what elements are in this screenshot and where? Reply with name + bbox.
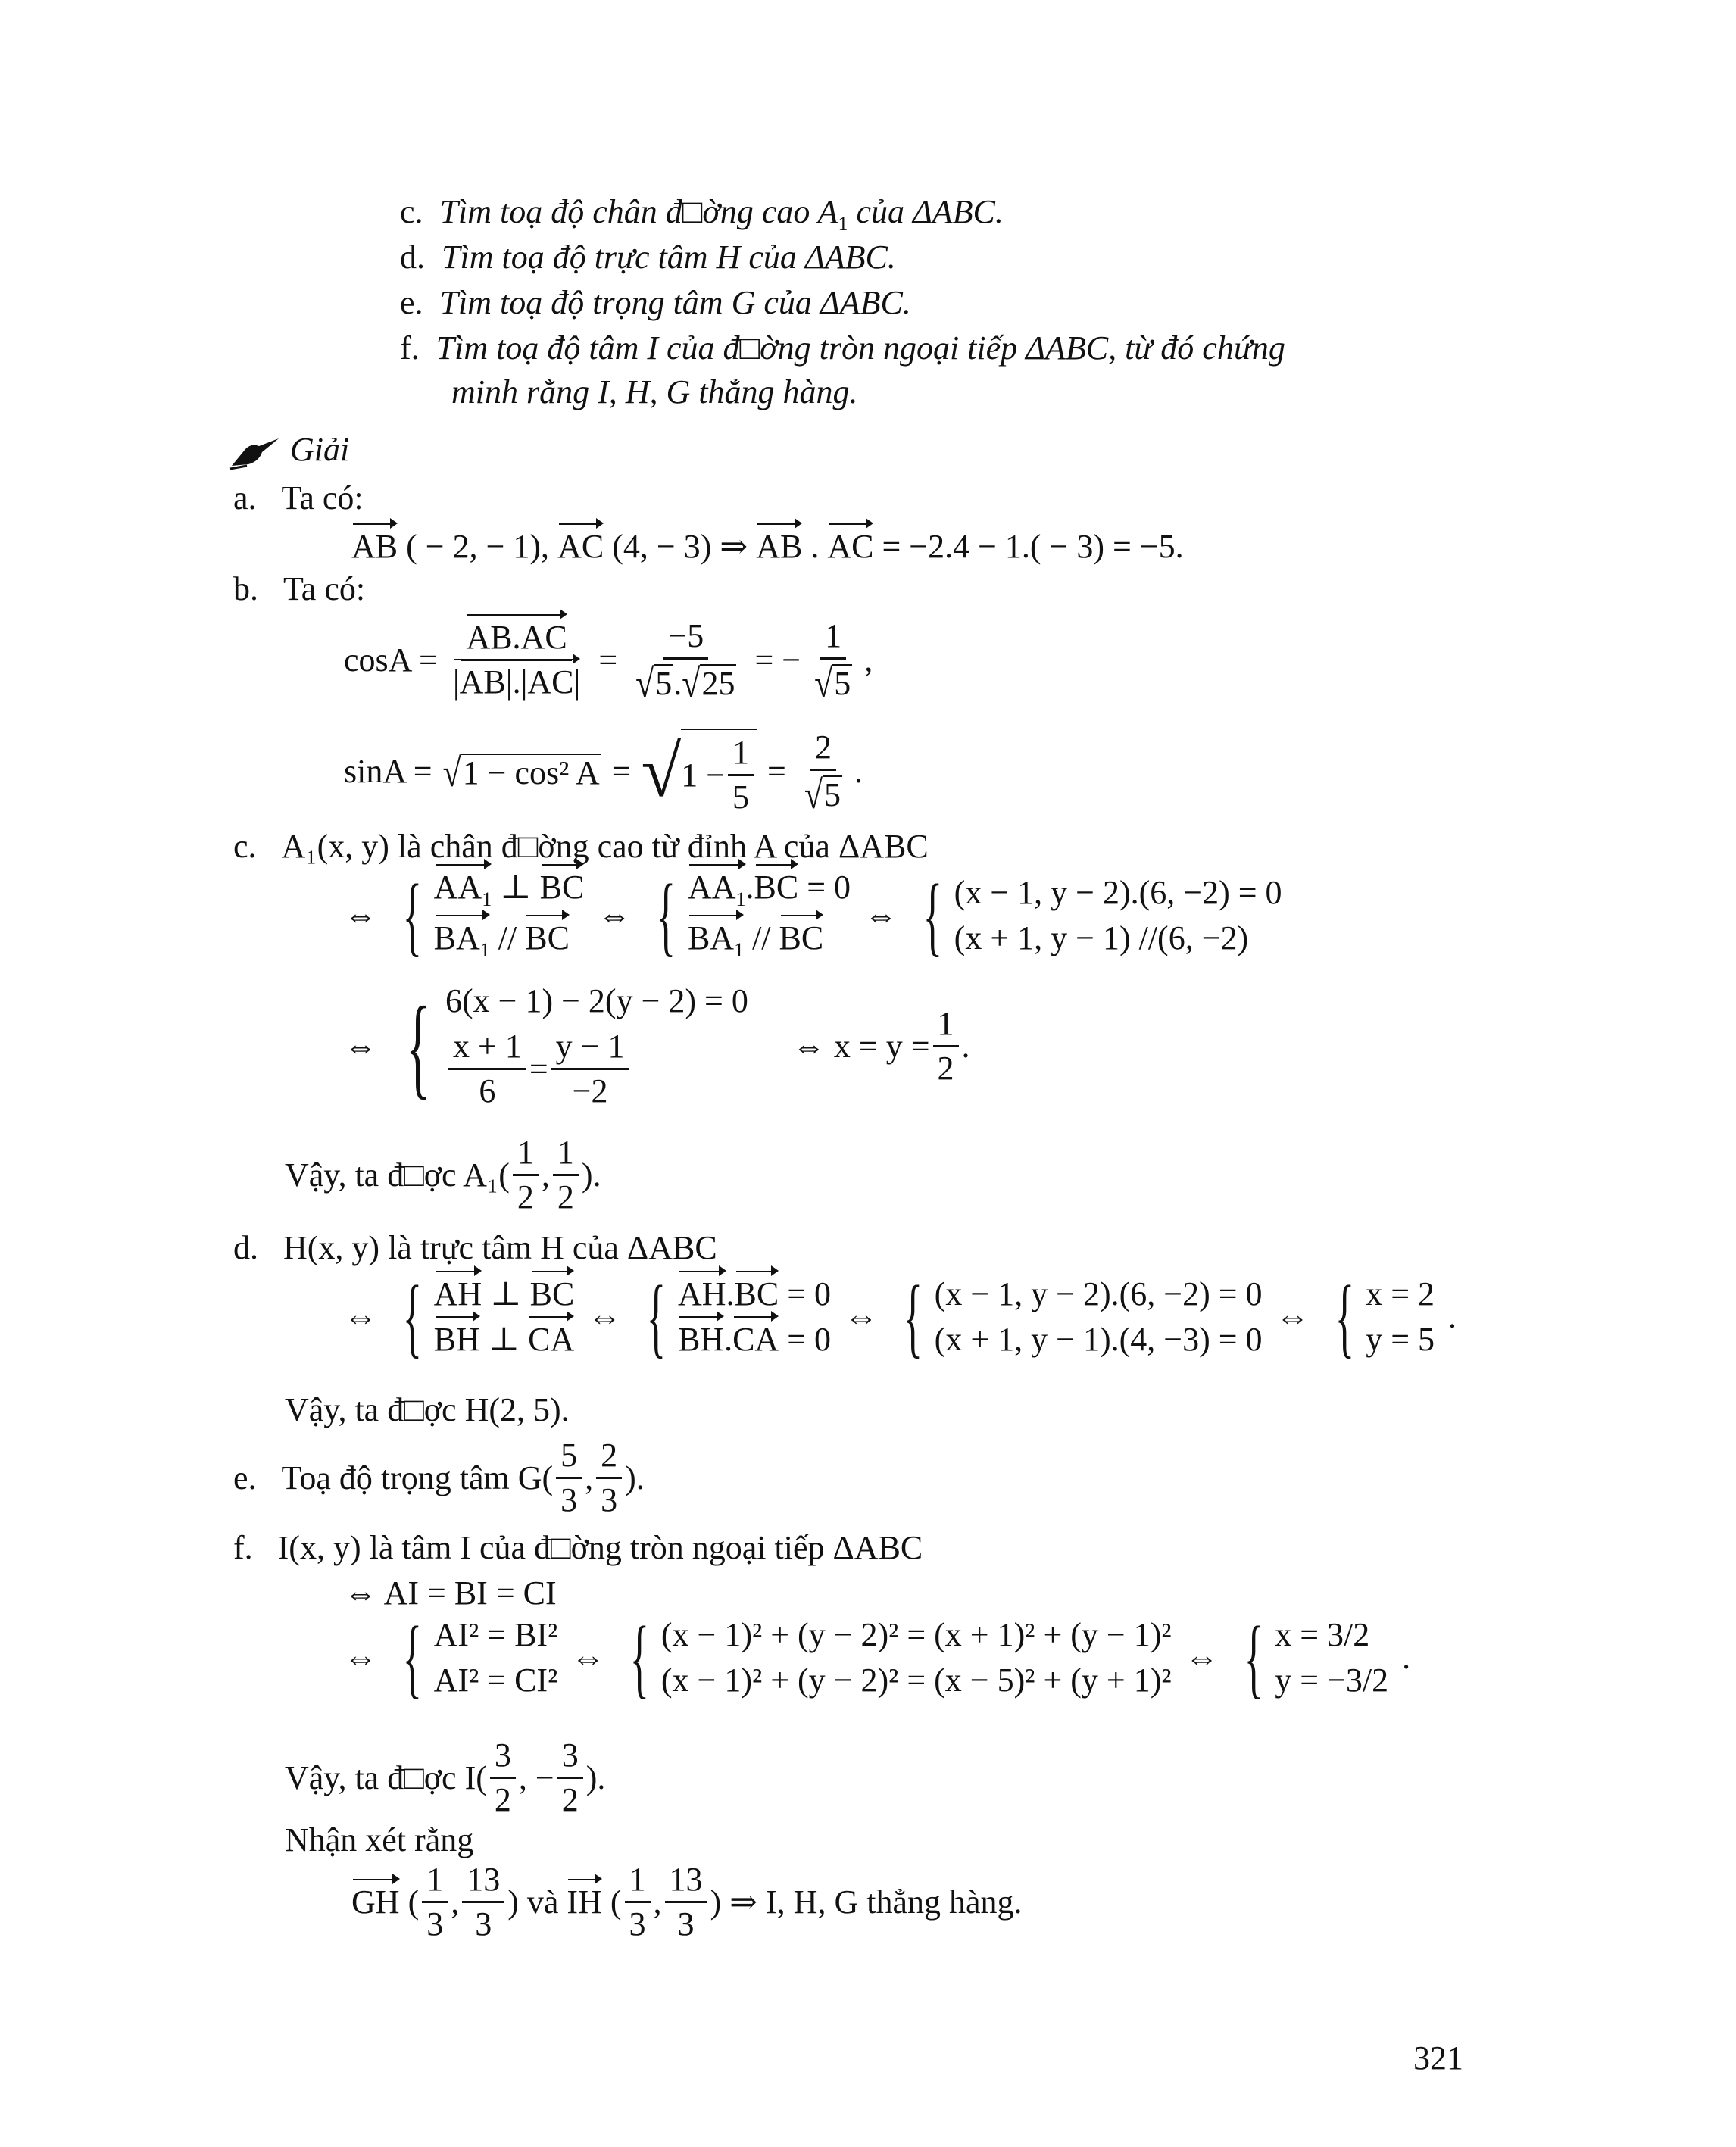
task-f-line1: Tìm toạ độ tâm I của đ□ờng tròn ngoại tiếp ΔABC, từ đó chứng xyxy=(436,329,1285,367)
system-3: { x = 3/2 y = −3/2 xyxy=(1244,1608,1389,1707)
row: y = −3/2 xyxy=(1275,1662,1389,1699)
numerator: 3 xyxy=(557,1739,583,1779)
part-d-system xyxy=(344,1267,1457,1366)
denominator: 3 xyxy=(560,1481,578,1518)
denominator: 5 xyxy=(732,779,750,816)
row: (x − 1, y − 2).(6, −2) = 0 xyxy=(934,1275,1263,1312)
equiv-arrow: ⇔ xyxy=(845,1298,879,1335)
lhs: cosA = xyxy=(344,641,438,679)
denominator: √5.√25 xyxy=(635,661,735,706)
task-e xyxy=(400,286,911,320)
comma: , xyxy=(864,641,873,679)
radicand: 5 xyxy=(655,665,673,702)
numerator: 2 xyxy=(596,1439,622,1479)
fraction xyxy=(448,621,585,699)
denominator: 3 xyxy=(601,1481,618,1518)
text: Vậy, ta đ□ợc A₁( xyxy=(285,1156,510,1194)
equiv-arrow: ⇔ xyxy=(588,1298,622,1335)
part-f-intro xyxy=(233,1531,923,1565)
row: (x + 1, y − 1).(4, −3) = 0 xyxy=(934,1321,1263,1358)
numerator: 1 xyxy=(933,1007,959,1047)
denominator: 2 xyxy=(561,1781,579,1818)
intro-text: Ta có: xyxy=(283,570,366,607)
big-radical: √ xyxy=(641,730,682,812)
denominator: 2 xyxy=(937,1050,954,1087)
cos-equation xyxy=(344,617,873,706)
heading-text: Giải xyxy=(290,431,350,468)
text: Toạ độ trọng tâm G( xyxy=(281,1459,554,1496)
task-c-text: Tìm toạ độ chân đ□ờng cao A xyxy=(439,193,838,230)
denominator: √5 xyxy=(804,772,841,817)
part-c-system-row1 xyxy=(344,866,1282,965)
denominator: −2 xyxy=(572,1072,608,1109)
intro-text: A₁(x, y) là chân đ□ờng cao từ đỉnh A của ΔABC xyxy=(281,828,929,865)
lhs: ⇔ x = y = xyxy=(792,1027,930,1065)
perp: ⊥ xyxy=(500,869,532,907)
subscript: 1 xyxy=(838,212,848,235)
row: (x − 1)² + (y − 2)² = (x − 5)² + (y + 1)² xyxy=(660,1662,1172,1699)
part-d-conclusion: Vậy, ta đ□ợc H(2, 5). xyxy=(285,1391,570,1428)
radicand: 1 − cos² A xyxy=(462,754,600,791)
intro-text: I(x, y) là tâm I của đ□ờng tròn ngoại tiếp ΔABC xyxy=(277,1529,923,1566)
part-e xyxy=(233,1439,645,1517)
numerator: 1 xyxy=(820,619,846,660)
denominator: 2 xyxy=(557,1178,574,1215)
equiv-arrow: ⇔ xyxy=(598,897,632,934)
denominator: 2 xyxy=(494,1781,511,1818)
numerator: 2 xyxy=(810,731,836,771)
numerator: y − 1 xyxy=(551,1030,629,1070)
label: f. xyxy=(233,1529,253,1566)
tail: ). xyxy=(585,1758,606,1796)
row: AI² = CI² xyxy=(433,1662,558,1699)
radicand xyxy=(681,729,757,814)
text: Vậy, ta đ□ợc I( xyxy=(285,1758,487,1796)
equals: = xyxy=(598,641,618,679)
equiv-arrow: ⇔ xyxy=(344,1298,377,1335)
and-text: ) và xyxy=(507,1883,567,1921)
vector-ih: IH xyxy=(567,1883,602,1921)
value: ( − 2, − 1), xyxy=(398,528,558,565)
equiv-arrow: ⇔ xyxy=(864,897,898,934)
row: (x + 1, y − 1) //(6, −2) xyxy=(954,919,1249,956)
equiv-arrow: ⇔ xyxy=(1275,1298,1310,1335)
numerator: x + 1 xyxy=(448,1030,526,1070)
radicand: 25 xyxy=(701,665,735,702)
label: c. xyxy=(233,828,257,865)
vector-ac: AC xyxy=(827,528,874,565)
tail: ). xyxy=(625,1459,645,1496)
system-1: { AI² = BI² AI² = CI² xyxy=(402,1608,558,1707)
equiv-arrow: ⇔ xyxy=(571,1639,605,1676)
lhs: sinA = xyxy=(344,752,432,790)
numerator: 5 xyxy=(556,1439,582,1479)
equiv-arrow: ⇔ xyxy=(1185,1639,1219,1676)
period: . xyxy=(1448,1298,1457,1335)
row: AI² = BI² xyxy=(433,1616,558,1653)
part-a-intro xyxy=(233,479,364,516)
label: c. xyxy=(400,193,423,230)
task-c xyxy=(400,195,1004,234)
row: x = 2 xyxy=(1366,1275,1435,1312)
task-f-line2: minh rằng I, H, G thẳng hàng. xyxy=(451,373,858,410)
part-c-system-row2 xyxy=(344,982,970,1109)
c-result xyxy=(792,1007,970,1085)
denominator: 2 xyxy=(517,1178,534,1215)
pen-hand-icon xyxy=(229,435,282,470)
denominator: 3 xyxy=(426,1905,444,1943)
denominator: |AB|.|AC| xyxy=(452,663,581,701)
numerator: 13 xyxy=(665,1863,707,1903)
period: . xyxy=(1402,1639,1411,1676)
eq-zero: = 0 xyxy=(807,869,851,907)
numerator: 3 xyxy=(490,1739,516,1779)
comma: , xyxy=(585,1459,594,1496)
equals: = − xyxy=(754,641,801,679)
fraction xyxy=(800,729,847,817)
part-c-conclusion xyxy=(285,1136,601,1214)
f-equation-1: ⇔ AI = BI = CI xyxy=(344,1574,557,1612)
final-line: GH ( $\frac{1}{3}$ , $\frac{13}{3}$ ) và IH ( $\frac{1}{3}$ , $\frac{13}{3}$ ) ⇒ I, H, G thẳng hàng. xyxy=(351,1861,1023,1943)
denominator: 6 xyxy=(479,1072,496,1109)
task-e-text: Tìm toạ độ trọng tâm G của ΔABC. xyxy=(439,284,911,321)
intro-text: H(x, y) là trực tâm H của ΔABC xyxy=(283,1229,717,1266)
system-3: { (x − 1, y − 2).(6, −2) = 0 (x + 1, y − 1).(4, −3) = 0 xyxy=(903,1267,1263,1366)
sin-equation: sinA = √1 − cos² A = √ 1 − $\frac{1}{5}$ = $\frac{2}{√5}$ . xyxy=(344,729,863,817)
system-1: { AH ⊥ BC BH ⊥ CA xyxy=(402,1267,575,1366)
row: y = 5 xyxy=(1366,1321,1435,1358)
parallel: // xyxy=(752,919,771,956)
equiv-arrow: ⇔ xyxy=(344,1027,377,1065)
numerator: AB.AC xyxy=(466,619,567,656)
separator: , − xyxy=(518,1758,554,1796)
conclusion: ) ⇒ I, H, G thẳng hàng. xyxy=(710,1883,1023,1921)
radicand: 5 xyxy=(834,665,851,702)
denominator: 3 xyxy=(475,1905,492,1943)
numerator: 1 xyxy=(513,1136,539,1176)
dot: . xyxy=(802,528,828,565)
numerator: 1 xyxy=(728,736,754,776)
period: . xyxy=(854,752,863,790)
part-f-system xyxy=(344,1608,1411,1707)
label: e. xyxy=(233,1459,257,1496)
label: f. xyxy=(400,329,420,367)
fraction xyxy=(810,617,857,706)
vector-ab: AB xyxy=(351,528,398,565)
equiv-arrow: ⇔ xyxy=(344,897,377,934)
system-4: { 6(x − 1) − 2(y − 2) = 0 $\frac{x + 1}{6}$ = $\frac{y - 1}{-2}$ xyxy=(405,982,748,1109)
denominator: √5 xyxy=(814,661,851,706)
numerator: 1 xyxy=(553,1136,579,1176)
value: (4, − 3) ⇒ xyxy=(604,528,757,565)
solution-heading xyxy=(229,433,349,470)
label: d. xyxy=(233,1229,258,1266)
task-d-text: Tìm toạ độ trực tâm H của ΔABC. xyxy=(442,239,896,276)
task-c-text2: của ΔABC. xyxy=(848,193,1004,230)
denominator: 3 xyxy=(629,1905,646,1943)
equals: = xyxy=(767,752,786,790)
system-3: { (x − 1, y − 2).(6, −2) = 0 (x + 1, y − 1) //(6, −2) xyxy=(923,866,1282,965)
part-b-intro xyxy=(233,570,366,607)
vector-ac: AC xyxy=(557,528,604,565)
equiv-arrow: ⇔ xyxy=(344,1639,377,1676)
remark: Nhận xét rằng xyxy=(285,1821,474,1858)
part-f-conclusion xyxy=(285,1739,605,1817)
row: x = 3/2 xyxy=(1275,1616,1370,1653)
page-number: 321 xyxy=(1413,2039,1463,2077)
vector-gh: GH xyxy=(351,1883,400,1921)
system-1: { $AA_1$ ⊥ BC $BA_1$ // BC xyxy=(402,866,585,965)
numerator: 13 xyxy=(462,1863,504,1903)
label: b. xyxy=(233,570,258,607)
radicand: 5 xyxy=(824,776,841,813)
fraction xyxy=(631,617,741,706)
label: d. xyxy=(400,239,425,276)
denominator: 3 xyxy=(677,1905,695,1943)
label: e. xyxy=(400,284,423,321)
task-f xyxy=(400,329,1285,367)
system-2: { (x − 1)² + (y − 2)² = (x + 1)² + (y − 1)² (x − 1)² + (y − 2)² = (x − 5)² + (y + 1)² xyxy=(629,1608,1172,1707)
row: (x − 1)² + (y − 2)² = (x + 1)² + (y − 1)² xyxy=(660,1616,1172,1653)
equals: = xyxy=(611,752,631,790)
system-2: { AH.BC = 0 BH.CA = 0 xyxy=(646,1267,832,1366)
comma: , xyxy=(541,1156,550,1194)
numerator: −5 xyxy=(663,619,708,660)
numerator: 1 xyxy=(422,1863,448,1903)
vector-ab: AB xyxy=(756,528,803,565)
row: (x − 1, y − 2).(6, −2) = 0 xyxy=(954,874,1282,911)
row: 6(x − 1) − 2(y − 2) = 0 xyxy=(445,982,748,1019)
part-d-intro xyxy=(233,1231,717,1265)
intro-text: Ta có: xyxy=(281,479,364,516)
part-a-equation xyxy=(351,530,1184,563)
fraction xyxy=(728,736,754,814)
result: = −2.4 − 1.( − 3) = −5. xyxy=(873,528,1184,565)
numerator: 1 xyxy=(625,1863,651,1903)
system-4: { x = 2 y = 5 xyxy=(1335,1267,1435,1366)
one-minus: 1 − xyxy=(681,756,726,794)
label: a. xyxy=(233,479,257,516)
system-2: { $AA_1.BC = 0$ $BA_1$ // BC xyxy=(656,866,851,965)
period: . xyxy=(961,1027,970,1065)
parallel: // xyxy=(498,919,517,956)
task-d xyxy=(400,241,896,274)
tail: ). xyxy=(581,1156,601,1194)
